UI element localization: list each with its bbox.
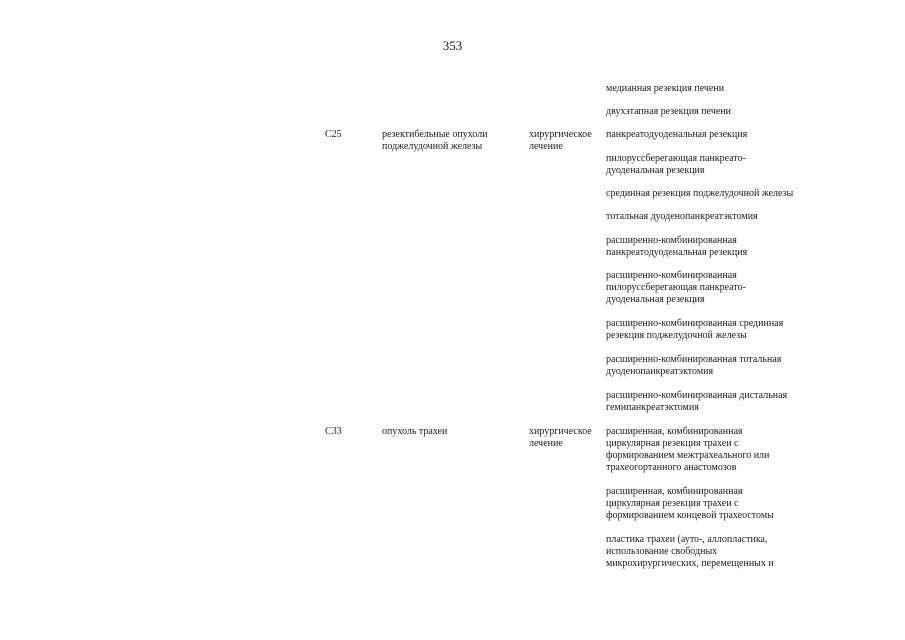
method-entry: расширенно-комбинированная панкреатодуоденальная резекция (606, 235, 748, 258)
method-entry: расширенно-комбинированная дистальная гемипанкреатэктомия (606, 390, 788, 413)
treatment-type: хирургическое лечение (529, 426, 592, 449)
method-entry: расширенная, комбинированная циркулярная резекция трахеи с формированием концевой трахеостомы (606, 486, 774, 521)
page-number: 353 (442, 38, 463, 53)
method-entry: тотальная дуоденопанкреатэктомия (606, 211, 758, 222)
method-entry: пилоруссберегающая панкреато- дуоденальная резекция (606, 153, 746, 176)
method-entry: расширенная, комбинированная циркулярная резекция трахеи с формированием межтрахеального или трахеогортанного анастомозов (606, 426, 770, 473)
method-entry: расширенно-комбинированная тотальная дуоденопанкреатэктомия (606, 354, 782, 377)
treatment-type: хирургическое лечение (529, 129, 592, 152)
method-entry: пластика трахеи (ауто-, аллопластика, использование свободных микрохирургических, перемещенных и (606, 534, 774, 569)
diagnosis-text: резектибельные опухоли поджелудочной железы (382, 129, 488, 152)
diagnosis-code: C33 (325, 426, 342, 437)
method-entry: двухэтапная резекция печени (606, 106, 731, 117)
method-entry: срединная резекция поджелудочной железы (606, 188, 794, 199)
method-entry: расширенно-комбинированная срединная резекция поджелудочной железы (606, 318, 784, 341)
method-entry: расширенно-комбинированная пилоруссберегающая панкреато- дуоденальная резекция (606, 270, 746, 305)
method-entry: медианная резекция печени (606, 83, 725, 94)
diagnosis-text: опухоль трахеи (382, 426, 448, 437)
diagnosis-code: C25 (325, 129, 342, 140)
method-entry: панкреатодуоденальная резекция (606, 129, 748, 140)
